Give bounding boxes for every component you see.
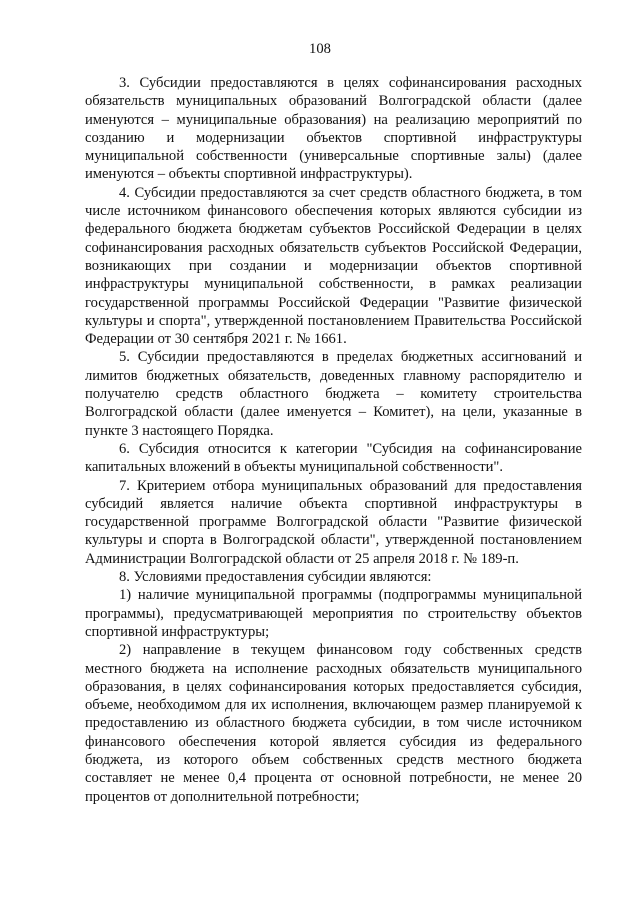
document-body — [85, 74, 582, 806]
paragraph-4: 4. Субсидии предоставляются за счет средств областного бюджета, в том числе источником финансового обеспечения которых являются субсидии из федерального бюджета бюджетам субъектов Российской Федерации в целях софинансирования расходных обязательств субъектов Российской Федерации, возникающих при создании и модернизации объектов спортивной инфраструктуры муниципальной собственности, в рамках реализации государственной программы Российской Федерации "Развитие физической культуры и спорта", утвержденной постановлением Правительства Российской Федерации от 30 сентября 2021 г. № 1661. — [85, 184, 582, 348]
paragraph-8-item-2: 2) направление в текущем финансовом году собственных средств местного бюджета на исполнение расходных обязательств муниципального образования, в целях софинансирования которых предоставляется субсидия, объеме, необходимом для их исполнения, включающем размер планируемой к предоставлению из областного бюджета субсидии, в том числе источником финансового обеспечения которой является субсидия из федерального бюджета, из которого объем собственных средств местного бюджета составляет не менее 0,4 процента от основной потребности, не менее 20 процентов от дополнительной потребности; — [85, 642, 582, 805]
paragraph-3: 3. Субсидии предоставляются в целях софинансирования расходных обязательств муниципальных образований Волгоградской области (далее именуются – муниципальные образования) на реализацию мероприятий по созданию и модернизации объектов спортивной инфраструктуры муниципальной собственности (универсальные спортивные залы) (далее именуются – объекты спортивной инфраструктуры). — [85, 75, 582, 183]
paragraph-5: 5. Субсидии предоставляются в пределах бюджетных ассигнований и лимитов бюджетных обязательств, доведенных главному распорядителю и получателю средств областного бюджета – комитету строительства Волгоградской области (далее именуется – Комитет), на цели, указанные в пункте 3 настоящего Порядка. — [85, 349, 582, 439]
paragraph-8-item-1: 1) наличие муниципальной программы (подпрограммы муниципальной программы), предусматривающей мероприятия по строительству объектов спортивной инфраструктуры; — [85, 587, 582, 640]
paragraph-6: 6. Субсидия относится к категории "Субсидия на софинансирование капитальных вложений в объекты муниципальной собственности". — [85, 440, 582, 476]
page-number: 108 — [309, 41, 331, 57]
paragraph-7: 7. Критерием отбора муниципальных образований для предоставления субсидий является наличие объекта спортивной инфраструктуры в государственной программе Волгоградской области "Развитие физической культуры и спорта в Волгоградской области", утвержденной постановлением Администрации Волгоградской области от 25 апреля 2018 г. № 189-п. — [85, 477, 582, 567]
paragraph-8: 8. Условиями предоставления субсидии являются: — [119, 569, 432, 586]
